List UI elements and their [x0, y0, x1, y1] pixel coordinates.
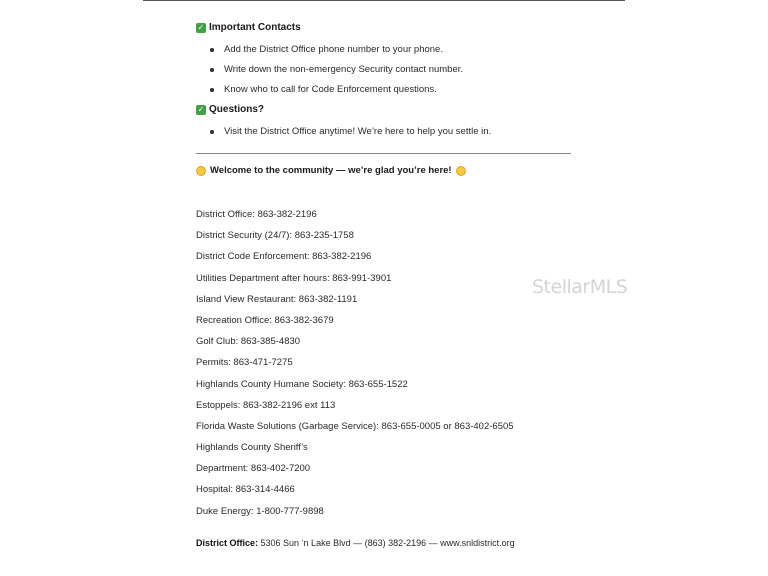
important-contacts-heading-row: [196, 22, 463, 33]
contact-line: District Office: 863-382-2196: [196, 209, 317, 220]
contact-list: [196, 204, 514, 522]
contact-line: Department: 863-402-7200: [196, 463, 311, 475]
contact-line: Permits: 863-471-7275: [196, 357, 293, 369]
yellow-circle-icon: [456, 166, 466, 176]
list-item: Know who to call for Code Enforcement questions.: [196, 80, 463, 100]
important-contacts-list: [196, 40, 463, 100]
questions-heading-row: [196, 104, 491, 115]
contact-line: Island View Restaurant: 863-382-1191: [196, 293, 358, 305]
check-mark-icon: ✓: [197, 22, 205, 32]
top-rule: [143, 0, 625, 1]
watermark: StellarMLS: [532, 276, 628, 298]
contact-line: Florida Waste Solutions (Garbage Service): 863-655-0005 or 863-402-6505: [196, 420, 514, 432]
contact-line: Recreation Office: 863-382-3679: [196, 314, 334, 326]
contact-line: Utilities Department after hours: 863-991-3901: [196, 272, 392, 284]
section-heading: Questions?: [209, 104, 265, 115]
section-important-contacts: [196, 22, 463, 100]
footer-text: 5306 Sun ‘n Lake Blvd — (863) 382-2196 — www.snldistrict.org: [258, 538, 515, 548]
footer-address: [196, 538, 515, 548]
list-item: Add the District Office phone number to your phone.: [196, 40, 463, 60]
contact-line: Hospital: 863-314-4466: [196, 484, 295, 496]
contact-line: Estoppels: 863-382-2196 ext 113: [196, 399, 336, 411]
list-item: Visit the District Office anytime! We’re here to help you settle in.: [196, 122, 491, 142]
contact-line: Golf Club: 863-385-4830: [196, 336, 301, 348]
section-questions: [196, 104, 491, 142]
contact-line: Highlands County Humane Society: 863-655-1522: [196, 378, 408, 390]
questions-list: [196, 122, 491, 142]
footer-label: District Office:: [196, 538, 259, 548]
yellow-circle-icon: [196, 166, 206, 176]
contact-line: District Code Enforcement: 863-382-2196: [196, 251, 372, 263]
contact-line: Duke Energy: 1-800-777-9898: [196, 505, 324, 517]
list-item: Write down the non-emergency Security contact number.: [196, 60, 463, 80]
welcome-banner: [196, 165, 466, 176]
welcome-text: Welcome to the community — we’re glad you’re here!: [210, 165, 452, 176]
divider: [196, 153, 571, 154]
contact-line: Highlands County Sheriff’s: [196, 442, 308, 454]
contact-line: District Security (24/7): 863-235-1758: [196, 230, 354, 242]
section-heading: Important Contacts: [209, 22, 301, 33]
check-mark-icon: ✓: [197, 104, 205, 114]
